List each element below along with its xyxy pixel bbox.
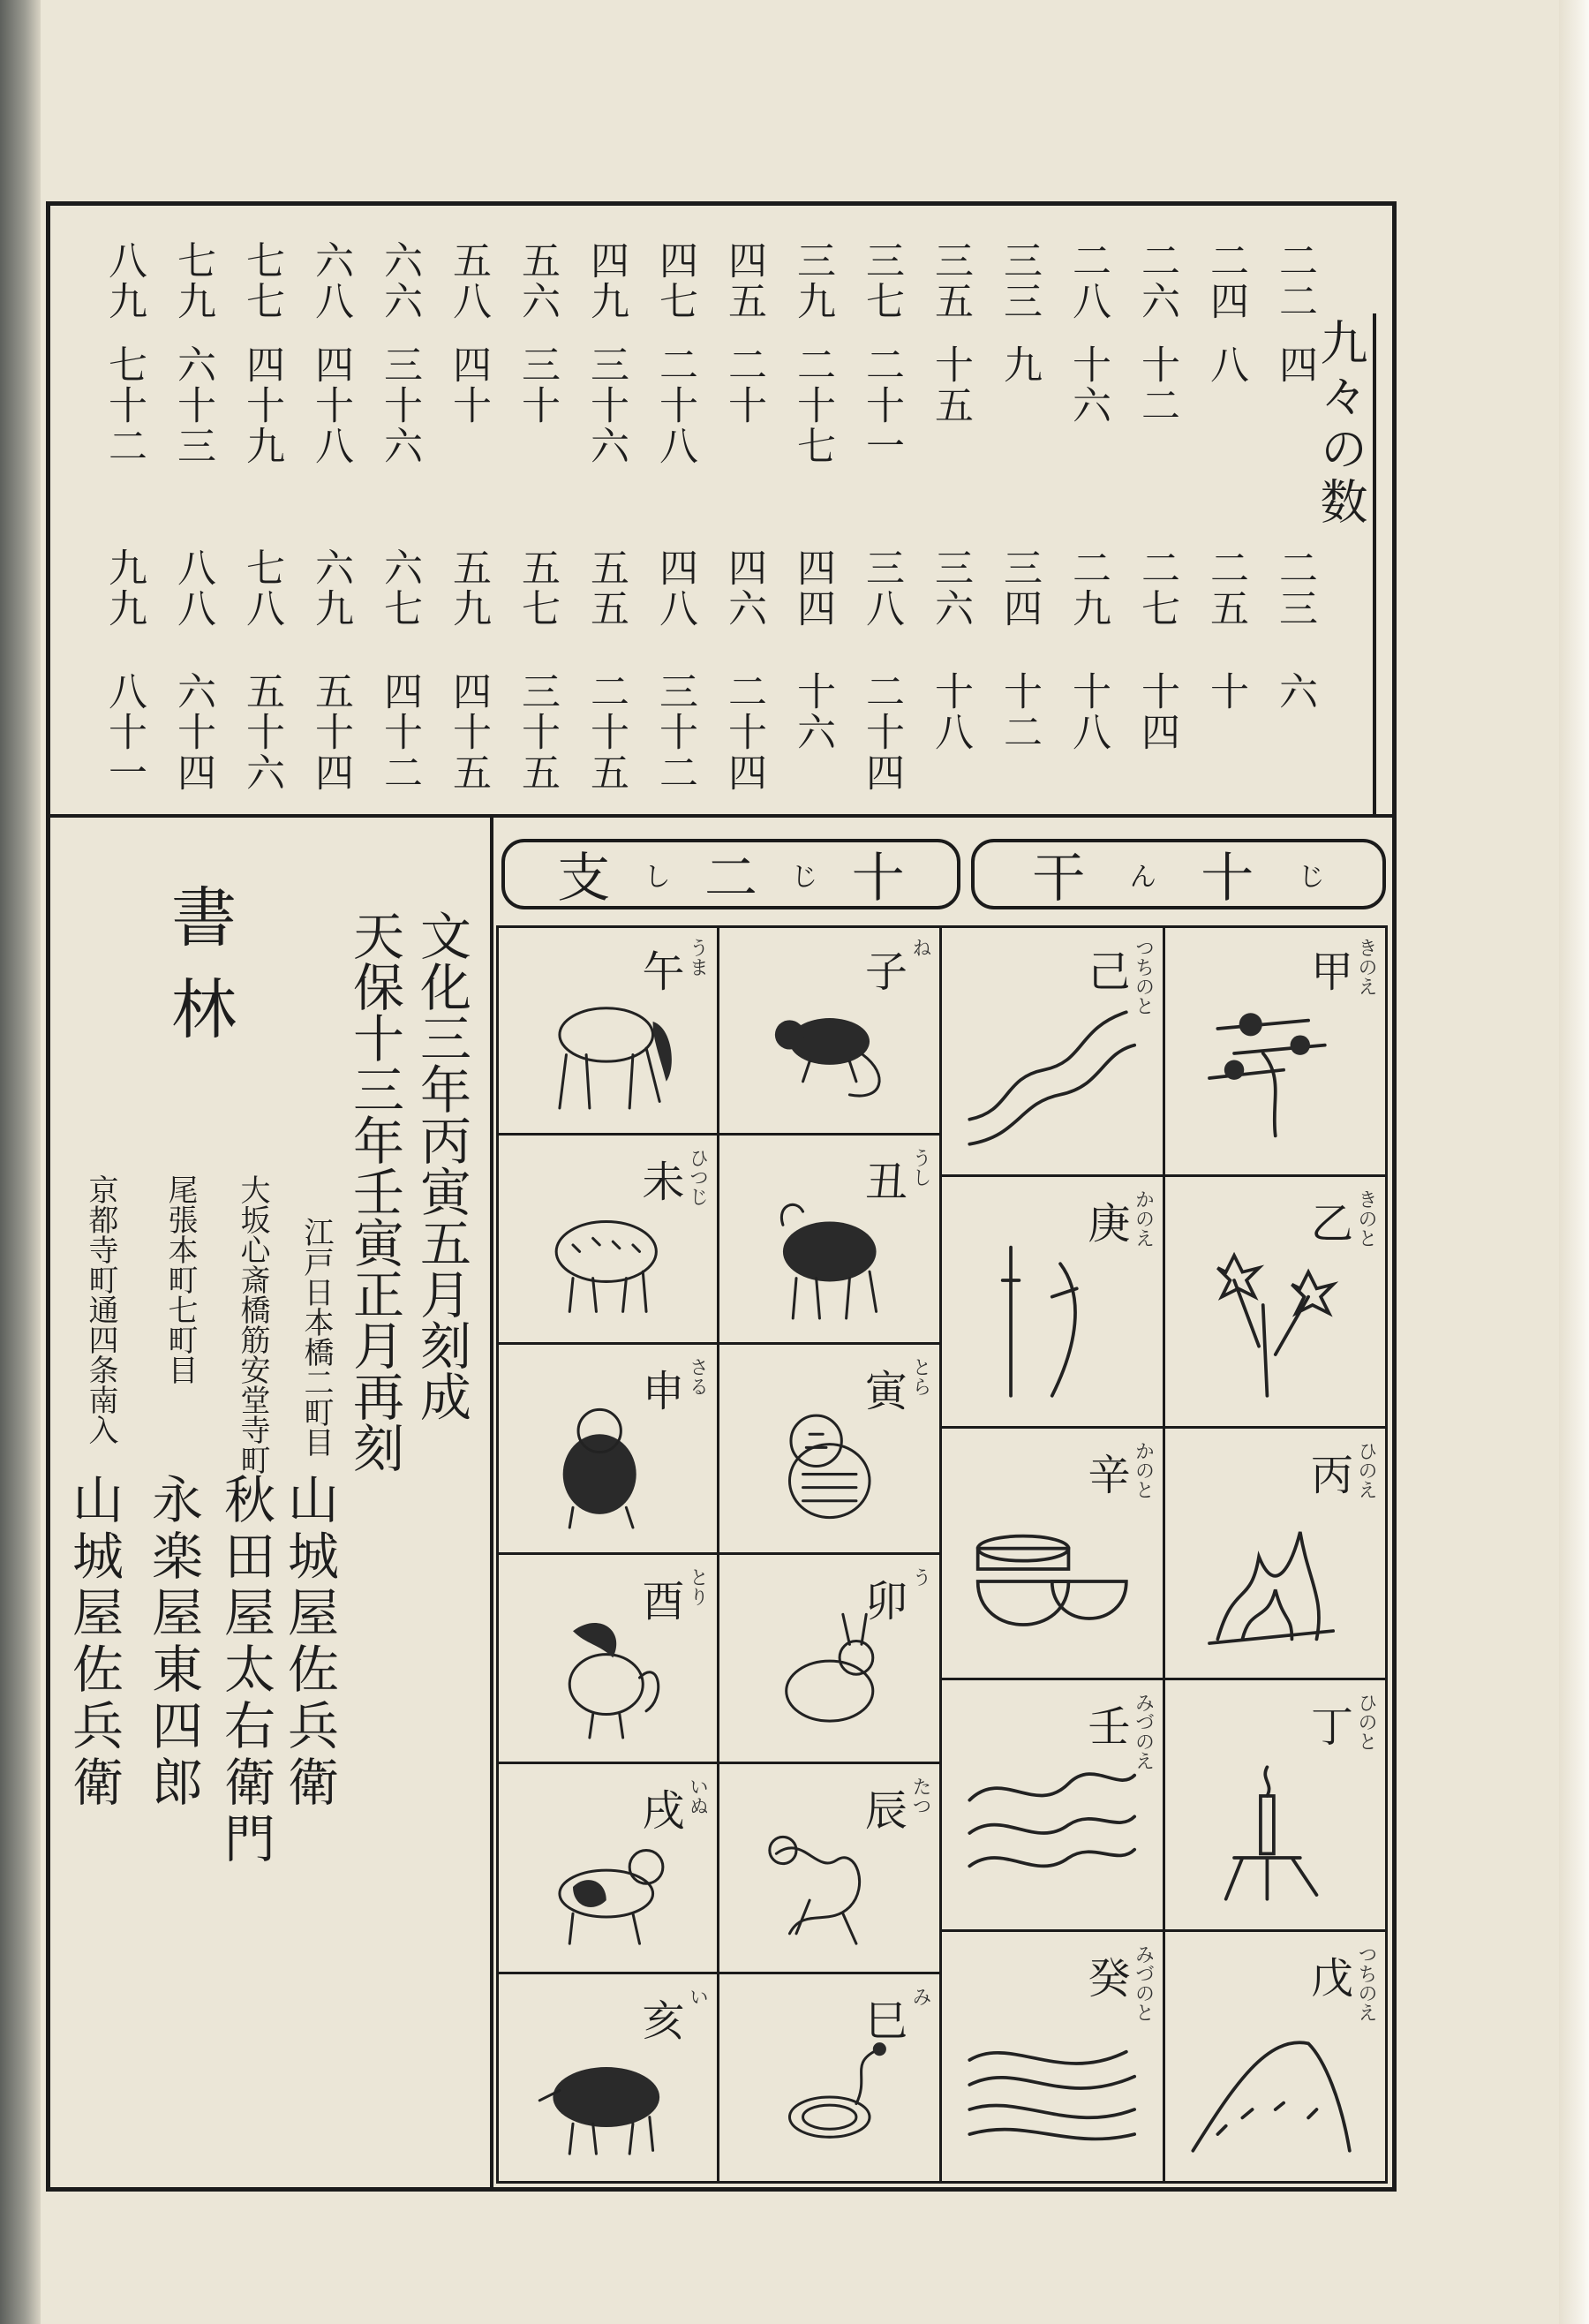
- multiplication-factors: 二六: [1134, 240, 1179, 321]
- junishi-cell: [496, 1555, 719, 1765]
- multiplication-product: 二十四: [721, 671, 766, 793]
- junishi-reading: み: [909, 1986, 931, 2006]
- jikkan-banner-char: 干: [1032, 848, 1086, 909]
- multiplication-table-title: 九々の数: [1313, 318, 1368, 530]
- jikkan-cell: [1165, 925, 1389, 1177]
- multiplication-product: 四十九: [239, 344, 284, 466]
- jikkan-banner-reading: じ: [1298, 862, 1325, 893]
- junishi-character: 巳: [864, 1996, 907, 2046]
- multiplication-factors: 六九: [308, 547, 353, 629]
- publisher-place: 京都寺町通四条南入: [83, 1174, 118, 1445]
- publisher-place: 大坂心斎橋筋安堂寺町: [235, 1174, 270, 1475]
- multiplication-factors: 八八: [170, 547, 215, 629]
- multiplication-factors: 二二: [1272, 240, 1317, 321]
- junishi-character: 酉: [642, 1576, 685, 1626]
- bellflower-illustration: [1185, 1226, 1367, 1408]
- jikkan-character: 甲: [1310, 947, 1353, 997]
- junishi-reading: う: [909, 1566, 931, 1587]
- junishi-reading: いぬ: [686, 1777, 709, 1815]
- multiplication-product: 三十六: [584, 344, 629, 466]
- multiplication-product: 十二: [997, 671, 1042, 752]
- junishi-cell: [496, 925, 719, 1136]
- bowls-illustration: [961, 1478, 1143, 1660]
- colophon-divider: [490, 814, 493, 2192]
- multiplication-factors: 三四: [997, 547, 1042, 629]
- multiplication-factors: 五七: [515, 547, 560, 629]
- jikkan-reading: かのと: [1132, 1441, 1155, 1499]
- multiplication-product: 八十一: [102, 671, 147, 793]
- jikkan-cell: [1165, 1932, 1389, 2184]
- multiplication-factors: 五五: [584, 547, 629, 629]
- junishi-character: 丑: [864, 1157, 907, 1207]
- multiplication-factors: 七八: [239, 547, 284, 629]
- multiplication-product: 四十: [446, 344, 491, 426]
- waves-illustration: [961, 1730, 1143, 1912]
- fire-illustration: [1185, 1478, 1367, 1660]
- multiplication-product: 二十七: [790, 344, 835, 466]
- junishi-banner-char: 二: [704, 848, 757, 909]
- multiplication-factors: 二八: [1066, 240, 1111, 321]
- multiplication-factors: 二四: [1203, 240, 1248, 321]
- multiplication-product: 四十八: [308, 344, 353, 466]
- junishi-cell: [496, 1345, 719, 1555]
- junishi-banner-reading: し: [644, 862, 671, 893]
- multiplication-factors: 三九: [790, 240, 835, 321]
- jikkan-character: 己: [1088, 947, 1131, 997]
- multiplication-product: 四: [1272, 344, 1317, 385]
- jikkan-character: 癸: [1088, 1954, 1131, 2003]
- publisher-name: 山城屋佐兵衛: [279, 1473, 339, 1812]
- multiplication-product: 二十八: [652, 344, 697, 466]
- multiplication-factors: 七九: [170, 240, 215, 321]
- jikkan-character: 戊: [1310, 1954, 1353, 2003]
- junishi-cell: [719, 1555, 943, 1765]
- jikkan-cell: [942, 1177, 1165, 1429]
- road-illustration: [961, 975, 1143, 1157]
- junishi-reading: ひつじ: [686, 1147, 709, 1206]
- multiplication-factors: 六六: [377, 240, 422, 321]
- multiplication-product: 六十三: [170, 344, 215, 466]
- junishi-banner: [501, 839, 960, 909]
- jikkan-reading: つちのえ: [1355, 1944, 1377, 2022]
- multiplication-factors: 四五: [721, 240, 766, 321]
- multiplication-factors: 二三: [1272, 547, 1317, 629]
- junishi-reading: ね: [909, 938, 931, 957]
- stream-illustration: [961, 1981, 1143, 2163]
- multiplication-product: 七十二: [102, 344, 147, 466]
- multiplication-product: 二十四: [859, 671, 904, 793]
- jikkan-cell: [942, 1680, 1165, 1932]
- junishi-cell: [719, 1764, 943, 1974]
- multiplication-factors: 四九: [584, 240, 629, 321]
- multiplication-product: 五十六: [239, 671, 284, 793]
- multiplication-product: 十八: [928, 671, 973, 752]
- jikkan-reading: ひのえ: [1355, 1441, 1377, 1499]
- jikkan-reading: みづのえ: [1132, 1693, 1155, 1770]
- colophon-date-original: 文化三年丙寅五月刻成: [411, 909, 471, 1422]
- zodiac-grid: [496, 925, 1388, 2184]
- junishi-character: 申: [642, 1367, 685, 1416]
- colophon-shorin: 書林: [161, 883, 237, 1067]
- jikkan-character: 庚: [1088, 1199, 1131, 1249]
- multiplication-product: 九: [997, 344, 1042, 385]
- multiplication-factors: 七七: [239, 240, 284, 321]
- multiplication-factors: 二五: [1203, 547, 1248, 629]
- junishi-banner-reading: じ: [791, 862, 818, 893]
- colophon-date-reprint: 天保十三年壬寅正月再刻: [344, 909, 404, 1473]
- jikkan-banner: [971, 839, 1386, 909]
- junishi-banner-char: 支: [557, 848, 611, 909]
- multiplication-factors: 四七: [652, 240, 697, 321]
- junishi-reading: たつ: [909, 1777, 931, 1815]
- multiplication-factors: 六八: [308, 240, 353, 321]
- section-divider: [46, 814, 1397, 818]
- jikkan-character: 壬: [1088, 1702, 1131, 1752]
- multiplication-factors: 八九: [102, 240, 147, 321]
- multiplication-factors: 二七: [1134, 547, 1179, 629]
- junishi-reading: とら: [909, 1357, 931, 1396]
- jikkan-banner-reading: ん: [1129, 862, 1156, 893]
- multiplication-factors: 三三: [997, 240, 1042, 321]
- jikkan-cell: [1165, 1429, 1389, 1680]
- multiplication-factors: 二九: [1066, 547, 1111, 629]
- jikkan-reading: ひのと: [1355, 1693, 1377, 1751]
- junishi-cell: [719, 925, 943, 1136]
- multiplication-product: 三十六: [377, 344, 422, 466]
- candle-illustration: [1185, 1730, 1367, 1912]
- publisher-place: 江戸日本橋二町目: [298, 1217, 334, 1457]
- multiplication-product: 二十五: [584, 671, 629, 793]
- junishi-character: 午: [642, 947, 685, 997]
- publisher-name: 秋田屋太右衛門: [215, 1473, 275, 1868]
- junishi-reading: とり: [686, 1566, 709, 1606]
- junishi-cell: [496, 1974, 719, 2184]
- junishi-character: 卯: [864, 1576, 907, 1626]
- multiplication-product: 五十四: [308, 671, 353, 793]
- junishi-reading: さる: [686, 1357, 709, 1396]
- multiplication-product: 十四: [1134, 671, 1179, 752]
- multiplication-product: 十八: [1066, 671, 1111, 752]
- multiplication-product: 十六: [1066, 344, 1111, 426]
- jikkan-character: 丁: [1310, 1702, 1353, 1752]
- multiplication-factors: 三七: [859, 240, 904, 321]
- multiplication-factors: 九九: [102, 547, 147, 629]
- publisher-name: 永楽屋東四郎: [143, 1473, 203, 1812]
- junishi-cell: [719, 1136, 943, 1346]
- jikkan-banner-char: 十: [1201, 848, 1254, 909]
- multiplication-factors: 四四: [790, 547, 835, 629]
- junishi-character: 亥: [642, 1996, 685, 2046]
- jikkan-reading: みづのと: [1132, 1944, 1155, 2022]
- publisher-name: 山城屋佐兵衛: [64, 1473, 124, 1812]
- junishi-character: 寅: [864, 1367, 907, 1416]
- multiplication-factors: 五八: [446, 240, 491, 321]
- junishi-banner-char: 十: [851, 848, 905, 909]
- junishi-reading: うま: [686, 938, 709, 977]
- multiplication-factors: 五六: [515, 240, 560, 321]
- swords-illustration: [961, 1226, 1143, 1408]
- jikkan-reading: きのえ: [1355, 938, 1377, 996]
- multiplication-factors: 三五: [928, 240, 973, 321]
- multiplication-product: 四十五: [446, 671, 491, 793]
- jikkan-cell: [1165, 1177, 1389, 1429]
- multiplication-factors: 六七: [377, 547, 422, 629]
- junishi-cell: [719, 1345, 943, 1555]
- multiplication-product: 四十二: [377, 671, 422, 793]
- junishi-character: 子: [864, 947, 907, 997]
- jikkan-reading: きのと: [1355, 1189, 1377, 1248]
- junishi-reading: い: [686, 1986, 709, 2006]
- multiplication-product: 六十四: [170, 671, 215, 793]
- jikkan-character: 辛: [1088, 1451, 1131, 1500]
- jikkan-cell: [942, 1429, 1165, 1680]
- jikkan-character: 乙: [1310, 1199, 1353, 1249]
- page-edge: [1559, 0, 1589, 2324]
- junishi-cell: [719, 1974, 943, 2184]
- jikkan-cell: [942, 1932, 1165, 2184]
- multiplication-product: 十六: [790, 671, 835, 752]
- multiplication-product: 二十一: [859, 344, 904, 466]
- multiplication-factors: 四八: [652, 547, 697, 629]
- multiplication-product: 三十五: [515, 671, 560, 793]
- junishi-cell: [496, 1136, 719, 1346]
- book-spine-edge: [0, 0, 41, 2324]
- multiplication-product: 八: [1203, 344, 1248, 385]
- multiplication-product: 十二: [1134, 344, 1179, 426]
- jikkan-reading: つちのと: [1132, 938, 1155, 1015]
- mountain-illustration: [1185, 1981, 1367, 2163]
- junishi-cell: [496, 1764, 719, 1974]
- junishi-character: 辰: [864, 1786, 907, 1836]
- multiplication-product: 十: [1203, 671, 1248, 712]
- multiplication-factors: 三六: [928, 547, 973, 629]
- pine-tree-illustration: [1185, 975, 1367, 1157]
- multiplication-product: 三十二: [652, 671, 697, 793]
- jikkan-cell: [942, 925, 1165, 1177]
- multiplication-product: 二十: [721, 344, 766, 426]
- multiplication-product: 十五: [928, 344, 973, 426]
- jikkan-cell: [1165, 1680, 1389, 1932]
- publisher-place: 尾張本町七町目: [162, 1174, 198, 1385]
- junishi-character: 戌: [642, 1786, 685, 1836]
- junishi-character: 未: [642, 1157, 685, 1207]
- multiplication-factors: 五九: [446, 547, 491, 629]
- multiplication-product: 三十: [515, 344, 560, 426]
- jikkan-reading: かのえ: [1132, 1189, 1155, 1248]
- jikkan-character: 丙: [1310, 1451, 1353, 1500]
- multiplication-factors: 四六: [721, 547, 766, 629]
- multiplication-product: 六: [1272, 671, 1317, 712]
- multiplication-factors: 三八: [859, 547, 904, 629]
- junishi-reading: うし: [909, 1147, 931, 1187]
